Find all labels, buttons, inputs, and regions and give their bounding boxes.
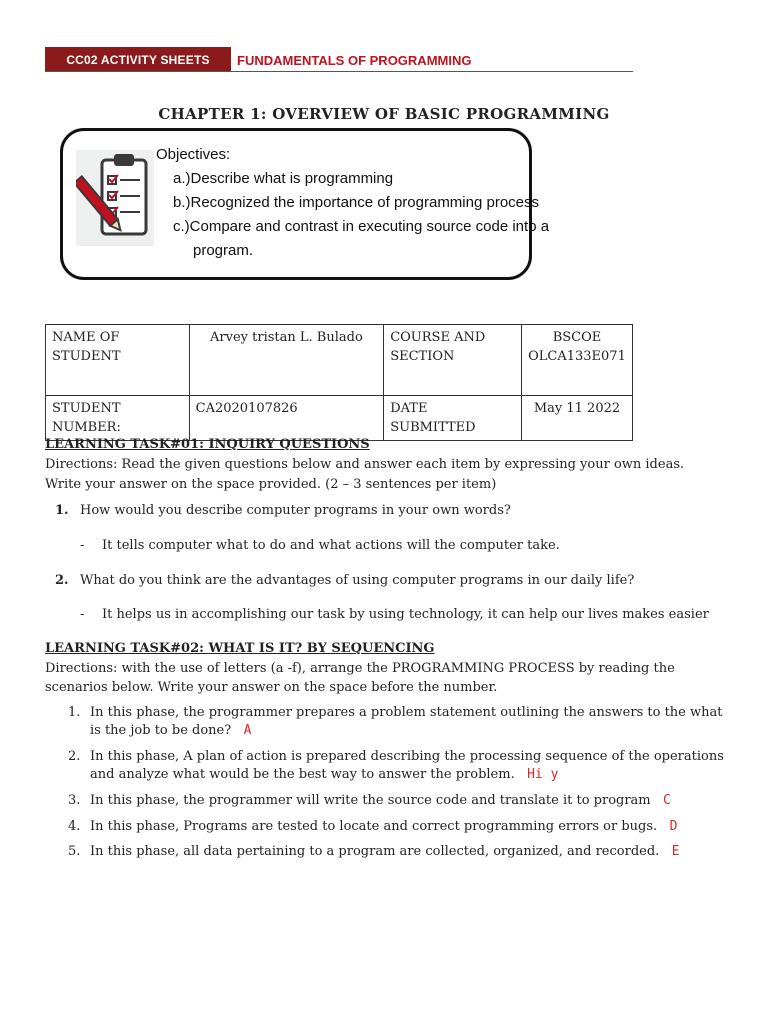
activity-sheet-label: CC02 ACTIVITY SHEETS	[45, 47, 231, 72]
student-number-label: STUDENT NUMBER:	[46, 396, 190, 441]
item-number: 3.	[68, 793, 81, 808]
question-number: 2.	[55, 573, 69, 588]
item-text-row	[90, 819, 677, 834]
task2-directions-cont: scenarios below. Write your answer on the space before the number.	[45, 680, 498, 695]
item-text: In this phase, all data pertaining to a program are collected, organized, and recorded.	[90, 844, 660, 859]
objective-item: a.)Describe what is programming	[173, 170, 394, 187]
objective-item: b.)Recognized the importance of programming process	[173, 194, 540, 211]
course-label: COURSE AND SECTION	[384, 325, 522, 396]
date-label: DATE SUBMITTED	[384, 396, 522, 441]
item-answer: C	[663, 793, 671, 808]
answer-dash: -	[80, 538, 85, 553]
item-answer: A	[243, 723, 252, 738]
item-text-cont	[90, 767, 558, 782]
answer-dash: -	[80, 607, 85, 622]
student-info-table	[45, 324, 633, 441]
subject-title: FUNDAMENTALS OF PROGRAMMING	[237, 53, 472, 68]
item-number: 5.	[68, 844, 81, 859]
item-text-row	[90, 793, 671, 808]
question-number: 1.	[55, 503, 69, 518]
chapter-title: CHAPTER 1: OVERVIEW OF BASIC PROGRAMMING	[158, 105, 610, 123]
student-number-value: CA2020107826	[189, 396, 384, 441]
item-answer: Hi y	[527, 767, 559, 782]
item-number: 1.	[68, 705, 81, 720]
task1-title: LEARNING TASK#01: INQUIRY QUESTIONS	[45, 437, 370, 452]
item-number: 2.	[68, 749, 81, 764]
name-value: Arvey tristan L. Bulado	[189, 325, 384, 396]
objectives-heading: Objectives:	[156, 146, 231, 163]
objective-item: c.)Compare and contrast in executing source code into a	[173, 218, 550, 235]
item-answer: E	[671, 844, 680, 859]
objective-item-continued: program.	[193, 242, 254, 259]
task2-directions: Directions: with the use of letters (a -f), arrange the PROGRAMMING PROCESS by reading the	[45, 661, 675, 676]
item-text: In this phase, A plan of action is prepared describing the processing sequence of the operations	[90, 749, 724, 764]
date-value: May 11 2022	[521, 396, 632, 441]
answer-text: It helps us in accomplishing our task by using technology, it can help our lives makes easier	[102, 607, 709, 622]
clipboard-checklist-icon	[76, 150, 154, 246]
item-answer: D	[669, 819, 678, 834]
item-text: In this phase, the programmer will write the source code and translate it to program	[90, 793, 651, 808]
item-text: In this phase, the programmer prepares a problem statement outlining the answers to the what	[90, 705, 723, 720]
question-text: What do you think are the advantages of using computer programs in our daily life?	[80, 573, 635, 588]
question-text: How would you describe computer programs in your own words?	[80, 503, 511, 518]
task2-title: LEARNING TASK#02: WHAT IS IT? BY SEQUENCING	[45, 641, 435, 656]
name-label: NAME OF STUDENT	[46, 325, 190, 396]
task1-directions-cont: Write your answer on the space provided. (2 – 3 sentences per item)	[45, 477, 497, 492]
answer-text: It tells computer what to do and what actions will the computer take.	[102, 538, 560, 553]
item-number: 4.	[68, 819, 81, 834]
item-text-row	[90, 844, 680, 859]
course-value: BSCOE OLCA133E071	[521, 325, 632, 396]
item-text: In this phase, Programs are tested to locate and correct programming errors or bugs.	[90, 819, 658, 834]
item-text-line2: is the job to be done?	[90, 723, 232, 738]
header-divider	[45, 71, 633, 72]
task1-directions: Directions: Read the given questions below and answer each item by expressing your own ideas.	[45, 457, 685, 472]
item-text-cont	[90, 723, 251, 738]
item-text-line2: and analyze what would be the best way to answer the problem.	[90, 767, 515, 782]
